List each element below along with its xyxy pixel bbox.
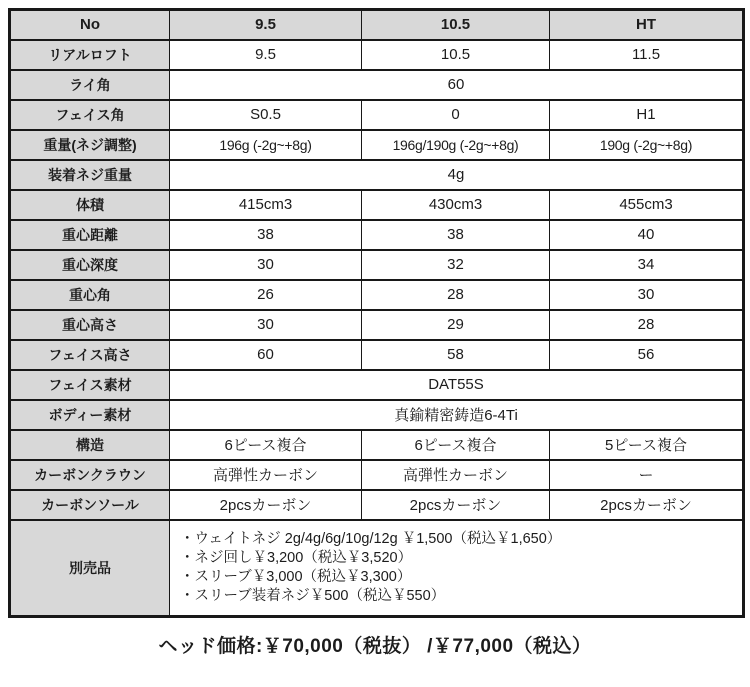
row-label-face-angle: フェイス角 [10, 100, 170, 130]
cell-cg-distance-10-5: 38 [362, 220, 550, 250]
table-row-volume [10, 190, 744, 220]
row-label-face-height: フェイス高さ [10, 340, 170, 370]
cell-cg-distance-9-5: 38 [170, 220, 362, 250]
row-label-volume: 体積 [10, 190, 170, 220]
table-row-cg-depth [10, 250, 744, 280]
cell-cg-height-9-5: 30 [170, 310, 362, 340]
cell-carbon-crown-ht: ー [550, 460, 744, 490]
header-loft-10-5: 10.5 [362, 10, 550, 40]
cell-weight-10-5: 196g/190g (-2g~+8g) [362, 130, 550, 160]
cell-cg-depth-9-5: 30 [170, 250, 362, 280]
row-label-cg-distance: 重心距離 [10, 220, 170, 250]
cell-weight-9-5: 196g (-2g~+8g) [170, 130, 362, 160]
cell-volume-ht: 455cm3 [550, 190, 744, 220]
table-row-face-material [10, 370, 744, 400]
table-row-body-material [10, 400, 744, 430]
accessory-line-screwdriver: ・ネジ回し￥3,200（税込￥3,520） [180, 549, 413, 566]
cell-cg-depth-ht: 34 [550, 250, 744, 280]
table-header-row [10, 10, 744, 40]
cell-face-height-9-5: 60 [170, 340, 362, 370]
header-no: No [10, 10, 170, 40]
cell-real-loft-ht: 11.5 [550, 40, 744, 70]
row-label-cg-angle: 重心角 [10, 280, 170, 310]
table-row-face-height [10, 340, 744, 370]
table-row-accessories [10, 520, 744, 617]
table-row-cg-height [10, 310, 744, 340]
table-row-carbon-crown [10, 460, 744, 490]
cell-real-loft-9-5: 9.5 [170, 40, 362, 70]
cell-real-loft-10-5: 10.5 [362, 40, 550, 70]
row-label-structure: 構造 [10, 430, 170, 460]
cell-lie-angle: 60 [170, 70, 744, 100]
cell-carbon-crown-9-5: 高弾性カーボン [170, 460, 362, 490]
table-row-carbon-sole [10, 490, 744, 520]
cell-carbon-sole-10-5: 2pcsカーボン [362, 490, 550, 520]
row-label-lie-angle: ライ角 [10, 70, 170, 100]
row-label-weight: 重量(ネジ調整) [10, 130, 170, 160]
cell-structure-9-5: 6ピース複合 [170, 430, 362, 460]
table-row-cg-distance [10, 220, 744, 250]
cell-carbon-sole-ht: 2pcsカーボン [550, 490, 744, 520]
cell-body-material: 真鍮精密鋳造6-4Ti [170, 400, 744, 430]
table-row-face-angle [10, 100, 744, 130]
cell-screw-weight: 4g [170, 160, 744, 190]
cell-cg-angle-ht: 30 [550, 280, 744, 310]
row-label-face-material: フェイス素材 [10, 370, 170, 400]
header-loft-9-5: 9.5 [170, 10, 362, 40]
cell-carbon-crown-10-5: 高弾性カーボン [362, 460, 550, 490]
cell-cg-angle-9-5: 26 [170, 280, 362, 310]
cell-structure-10-5: 6ピース複合 [362, 430, 550, 460]
row-label-screw-weight: 装着ネジ重量 [10, 160, 170, 190]
cell-weight-ht: 190g (-2g~+8g) [550, 130, 744, 160]
row-label-cg-height: 重心高さ [10, 310, 170, 340]
cell-face-angle-10-5: 0 [362, 100, 550, 130]
cell-carbon-sole-9-5: 2pcsカーボン [170, 490, 362, 520]
row-label-body-material: ボディー素材 [10, 400, 170, 430]
header-loft-ht: HT [550, 10, 744, 40]
cell-accessories [170, 520, 744, 617]
accessory-line-sleeve-screw: ・スリーブ装着ネジ￥500（税込￥550） [180, 587, 446, 604]
row-label-carbon-crown: カーボンクラウン [10, 460, 170, 490]
head-price-line: ヘッド価格:￥70,000（税抜） /￥77,000（税込） [158, 636, 592, 657]
cell-face-angle-ht: H1 [550, 100, 744, 130]
cell-face-height-10-5: 58 [362, 340, 550, 370]
cell-face-angle-9-5: S0.5 [170, 100, 362, 130]
table-row-real-loft [10, 40, 744, 70]
row-label-carbon-sole: カーボンソール [10, 490, 170, 520]
cell-cg-distance-ht: 40 [550, 220, 744, 250]
cell-volume-9-5: 415cm3 [170, 190, 362, 220]
row-label-real-loft: リアルロフト [10, 40, 170, 70]
cell-cg-height-ht: 28 [550, 310, 744, 340]
cell-cg-depth-10-5: 32 [362, 250, 550, 280]
table-row-cg-angle [10, 280, 744, 310]
row-label-cg-depth: 重心深度 [10, 250, 170, 280]
cell-cg-angle-10-5: 28 [362, 280, 550, 310]
cell-cg-height-10-5: 29 [362, 310, 550, 340]
cell-face-height-ht: 56 [550, 340, 744, 370]
table-row-weight [10, 130, 744, 160]
table-row-structure [10, 430, 744, 460]
accessory-line-sleeve: ・スリーブ￥3,000（税込￥3,300） [180, 568, 412, 585]
table-row-lie-angle [10, 70, 744, 100]
spec-table [8, 8, 745, 618]
cell-face-material: DAT55S [170, 370, 744, 400]
accessory-line-weight-screws: ・ウェイトネジ 2g/4g/6g/10g/12g ￥1,500（税込￥1,650） [180, 530, 562, 547]
cell-volume-10-5: 430cm3 [362, 190, 550, 220]
cell-structure-ht: 5ピース複合 [550, 430, 744, 460]
table-row-screw-weight [10, 160, 744, 190]
row-label-accessories: 別売品 [10, 520, 170, 617]
